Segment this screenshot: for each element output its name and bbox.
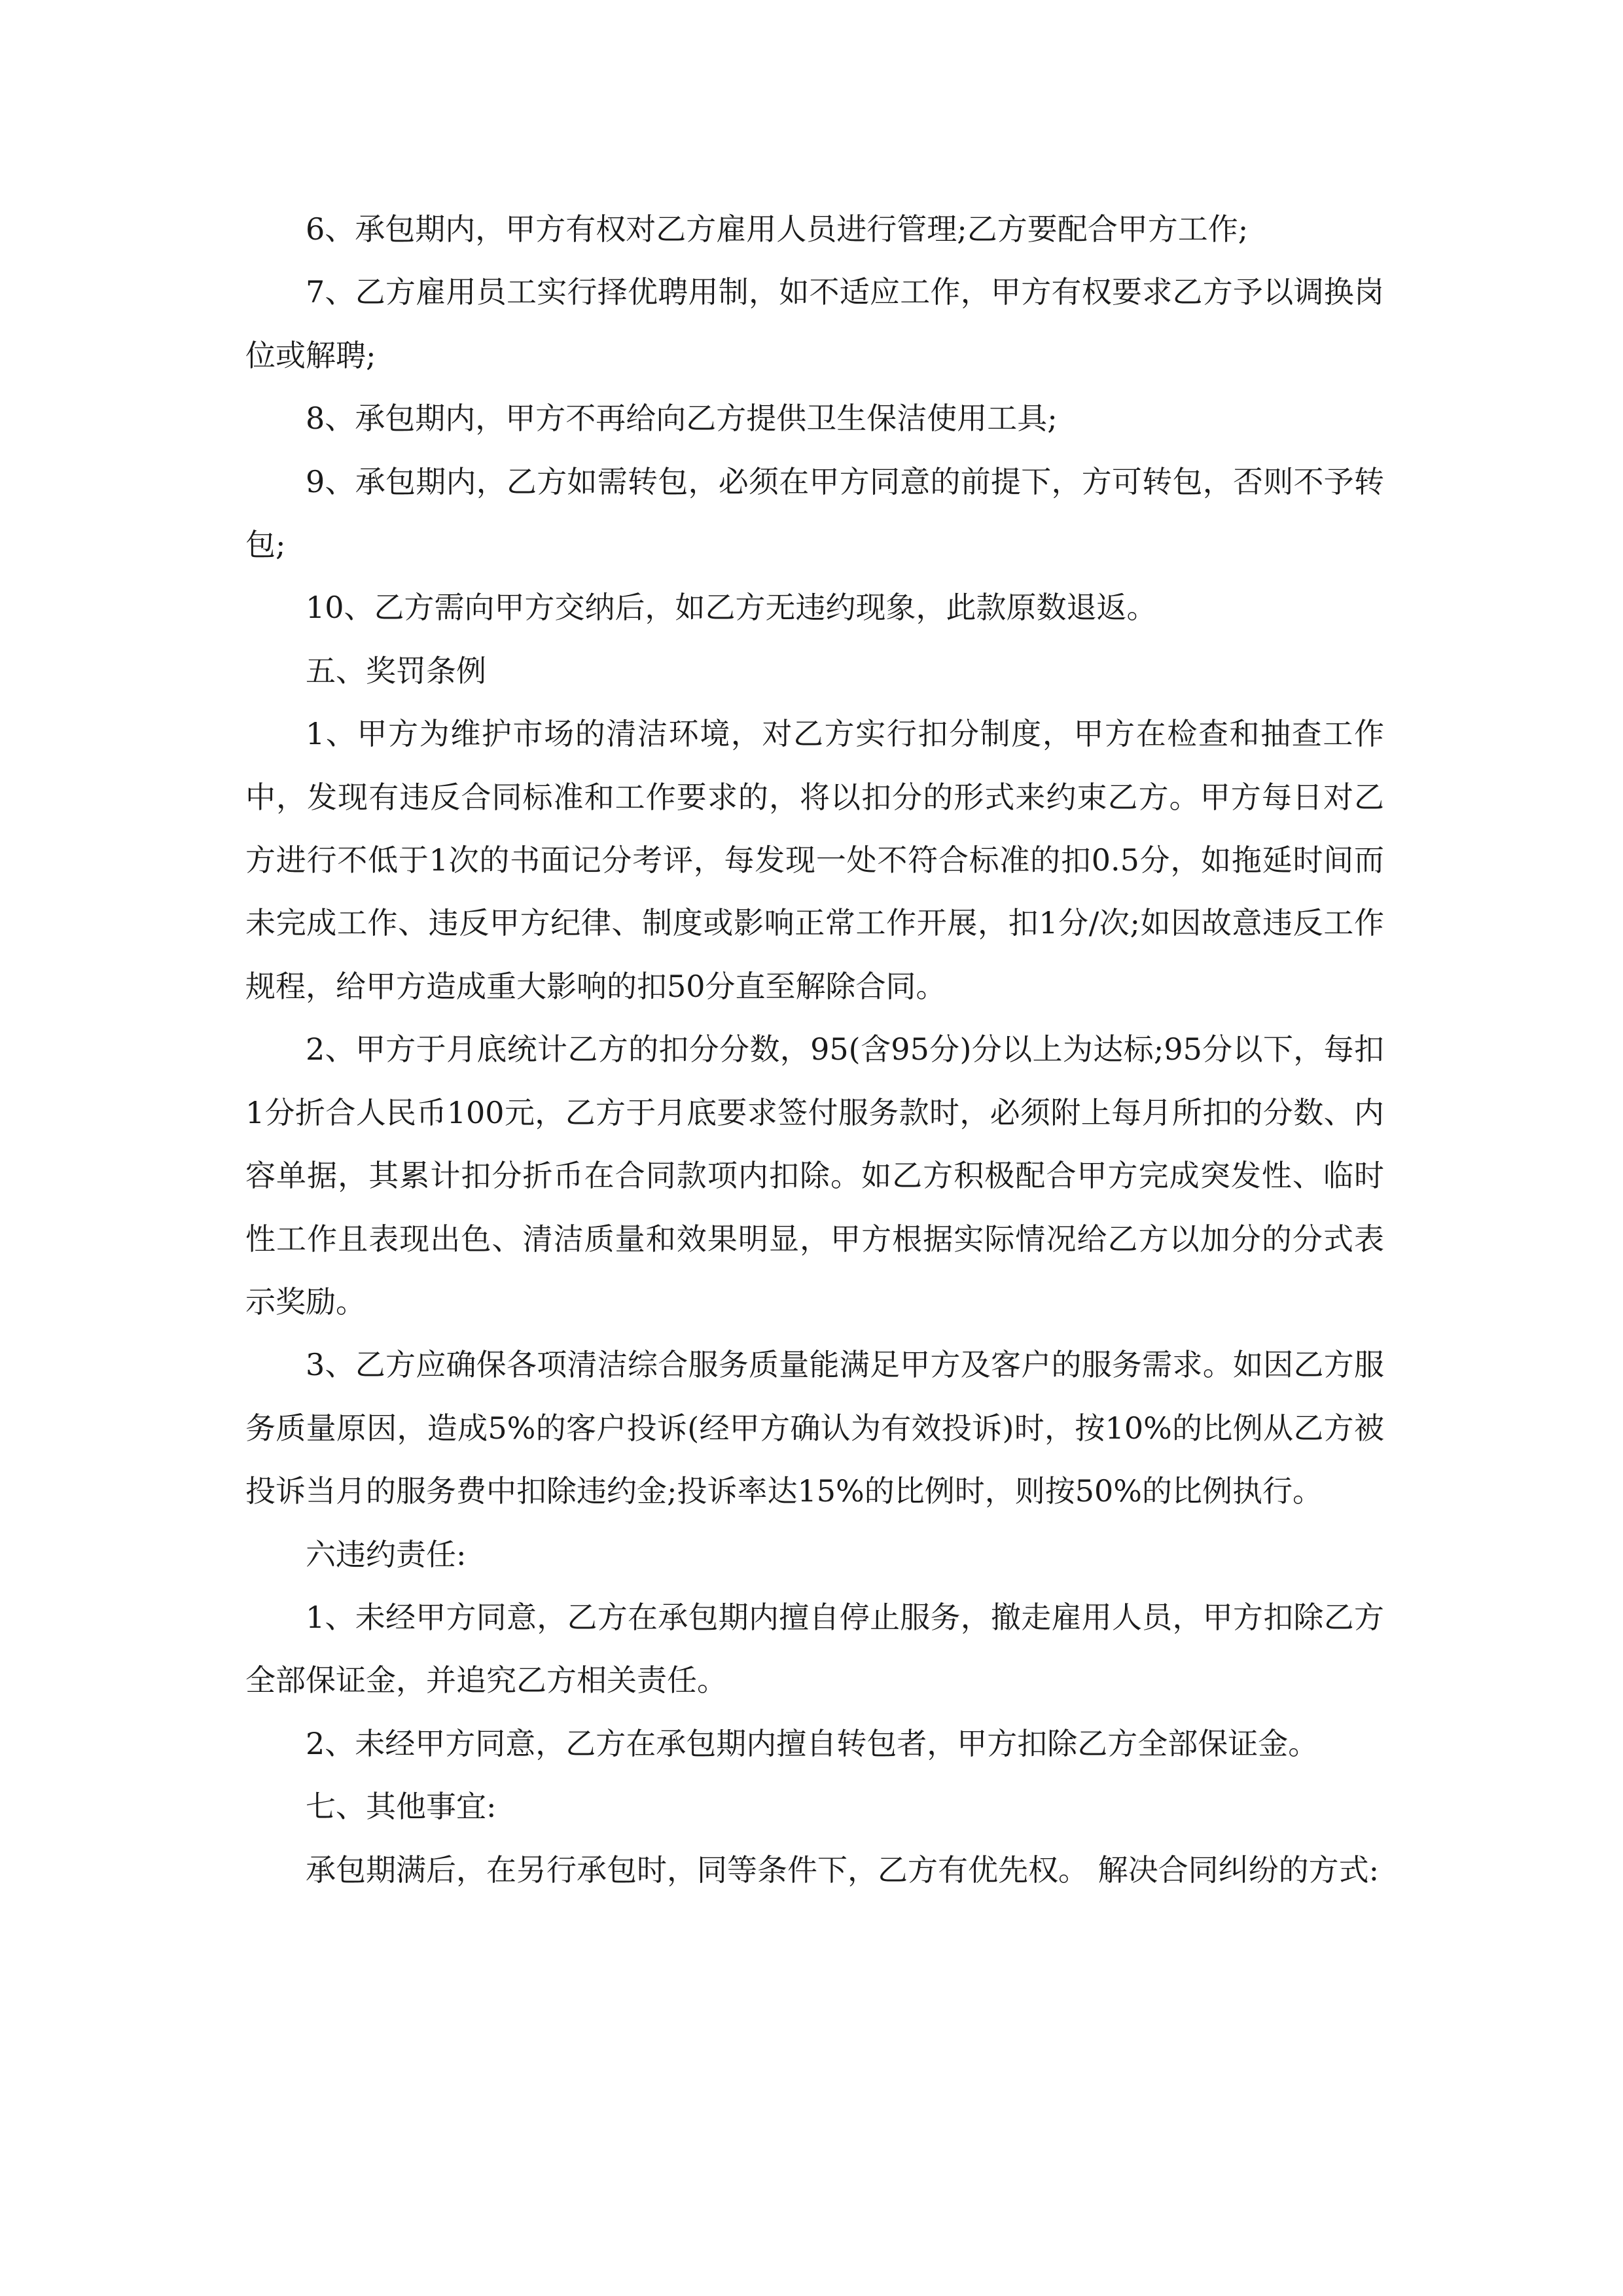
clause-10: 10、乙方需向甲方交纳后，如乙方无违约现象，此款原数退返。	[306, 590, 1157, 626]
section-heading-rewards-penalties: 五、奖罚条例	[306, 653, 486, 689]
breach-clause-2: 2、未经甲方同意，乙方在承包期内擅自转包者，甲方扣除乙方全部保证金。	[306, 1725, 1319, 1761]
breach-clause-1: 1、未经甲方同意，乙方在承包期内擅自停止服务，撤走雇用人员，甲方扣除乙方全部保证金，并追究乙方相关责任。	[245, 1599, 1384, 1698]
clause-9: 9、承包期内，乙方如需转包，必须在甲方同意的前提下，方可转包，否则不予转包;	[245, 463, 1384, 563]
section-heading-other-matters: 七、其他事宜:	[306, 1789, 497, 1825]
section-heading-breach-liability: 六违约责任:	[306, 1536, 467, 1572]
clause-6: 6、承包期内，甲方有权对乙方雇用人员进行管理;乙方要配合甲方工作;	[306, 211, 1249, 247]
rewards-clause-2: 2、甲方于月底统计乙方的扣分分数，95(含95分)分以上为达标;95分以下，每扣1分折合人民币100元，乙方于月底要求签付服务款时，必须附上每月所扣的分数、内容单据，其累计扣分折币在合同款项内扣除。如乙方积极配合甲方完成突发性、临时性工作且表现出色、清洁质量和效果明显，甲方根据实际情况给乙方以加分的分式表示奖励。	[245, 1031, 1384, 1319]
rewards-clause-1: 1、甲方为维护市场的清洁环境，对乙方实行扣分制度，甲方在检查和抽查工作中，发现有违反合同标准和工作要求的，将以扣分的形式来约束乙方。甲方每日对乙方进行不低于1次的书面记分考评，每发现一处不符合标准的扣0.5分，如拖延时间而未完成工作、违反甲方纪律、制度或影响正常工作开展，扣1分/次;如因故意违反工作规程，给甲方造成重大影响的扣50分直至解除合同。	[245, 716, 1384, 1004]
clause-7: 7、乙方雇用员工实行择优聘用制，如不适应工作，甲方有权要求乙方予以调换岗位或解聘;	[245, 274, 1384, 373]
clause-8: 8、承包期内，甲方不再给向乙方提供卫生保洁使用工具;	[306, 401, 1058, 437]
other-matters-text: 承包期满后，在另行承包时，同等条件下，乙方有优先权。 解决合同纠纷的方式:	[306, 1852, 1380, 1888]
rewards-clause-3: 3、乙方应确保各项清洁综合服务质量能满足甲方及客户的服务需求。如因乙方服务质量原因，造成5%的客户投诉(经甲方确认为有效投诉)时，按10%的比例从乙方被投诉当月的服务费中扣除违约金;投诉率达15%的比例时，则按50%的比例执行。	[245, 1347, 1384, 1509]
contract-body	[245, 198, 1384, 1901]
